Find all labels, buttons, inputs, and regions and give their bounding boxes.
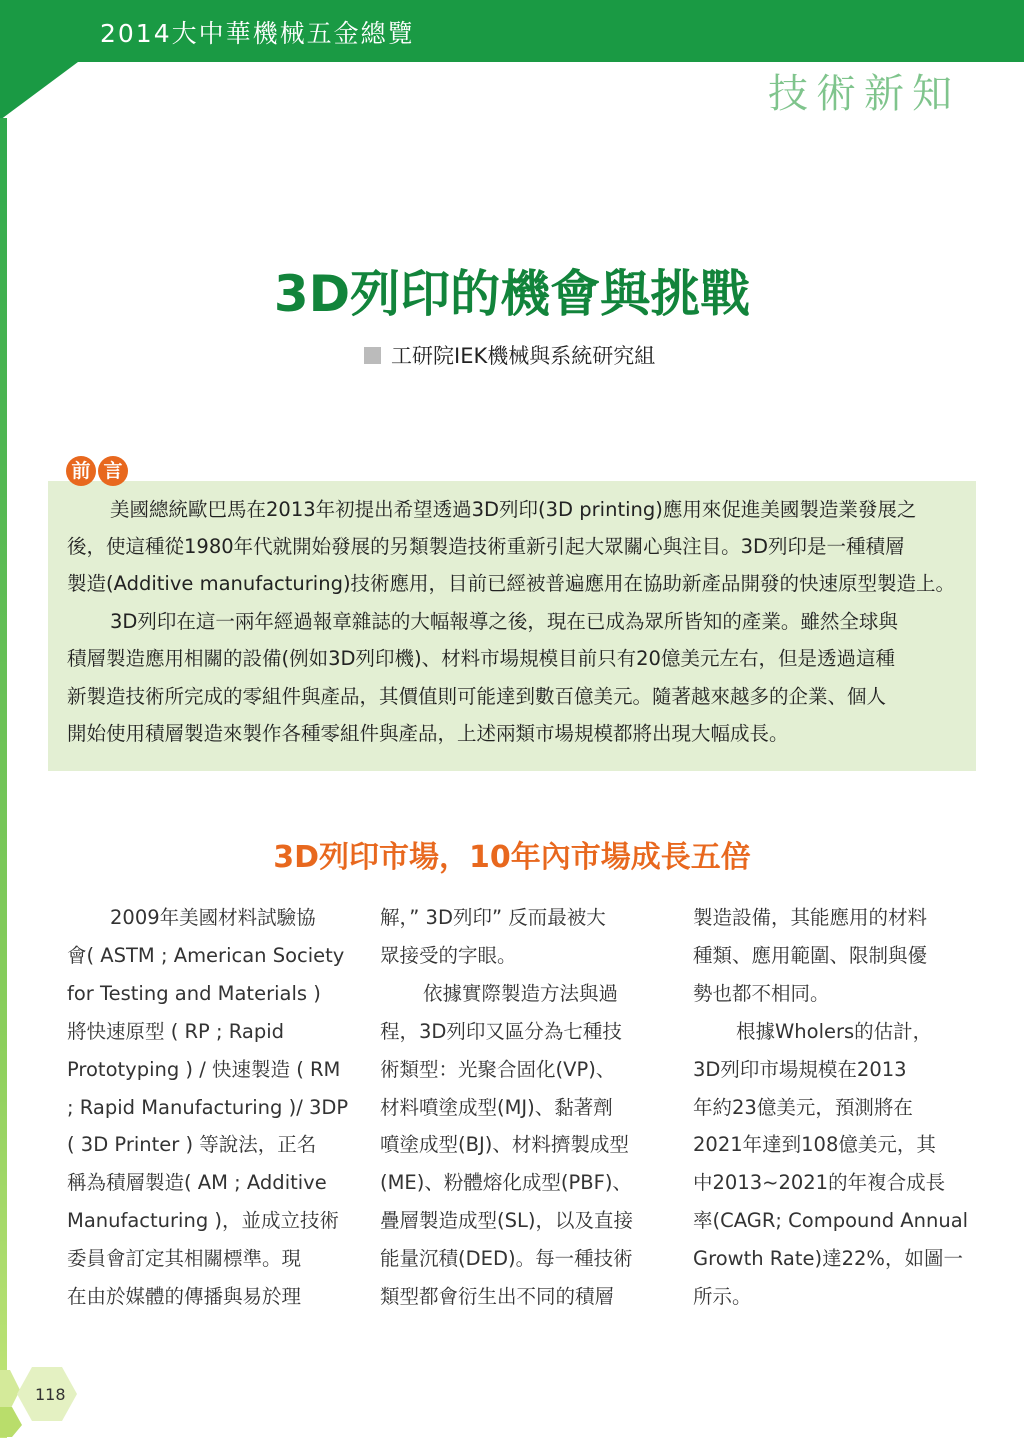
intro-line: 後，使這種從1980年代就開始發展的另類製造技術重新引起大眾關心與注目。3D列印是一種積層 [67,535,905,558]
col3-line: 3D列印市場規模在2013 [693,1058,907,1081]
author-name: 工研院IEK機械與系統研究組 [391,344,656,368]
col1-line: 會( ASTM ; American Society [67,944,345,967]
article-title: 3D列印的機會與挑戰 [273,265,751,323]
col2-line: 眾接受的字眼。 [380,944,517,967]
col1-line: Manufacturing )，並成立技術 [67,1209,340,1232]
col2-line: 材料噴塗成型(MJ)、黏著劑 [380,1096,613,1119]
header-bar [0,0,1024,62]
col3-line: 2021年達到108億美元，其 [693,1133,936,1156]
col1-line: ; Rapid Manufacturing )/ 3DP [67,1096,349,1119]
col2-line: 能量沉積(DED)。每一種技術 [380,1247,633,1270]
col3-line: 中2013~2021的年複合成長 [693,1171,946,1194]
col1-line: 在由於媒體的傳播與易於理 [67,1285,302,1308]
col2-line: 依據實際製造方法與過 [423,982,619,1005]
col2-line: 術類型：光聚合固化(VP)、 [380,1058,616,1081]
col1-line: Prototyping ) / 快速製造 ( RM [67,1058,341,1081]
col2-line: (ME)、粉體熔化成型(PBF)、 [380,1171,632,1194]
header-corner-decoration [0,62,78,120]
col3-line: 根據Wholers的估計， [736,1020,933,1043]
col3-line: 勢也都不相同。 [693,982,830,1005]
col2-line: 疊層製造成型(SL)，以及直接 [380,1209,633,1232]
intro-badge-1: 前 [66,456,96,486]
col3-line: 製造設備，其能應用的材料 [693,906,928,929]
col1-line: 2009年美國材料試驗協 [110,906,316,929]
col2-line: 程，3D列印又區分為七種技 [380,1020,622,1043]
col2-line: 類型都會衍生出不同的積層 [380,1285,615,1308]
publication-title: 2014大中華機械五金總覽 [100,19,415,48]
section-label: 技術新知 [768,71,960,117]
col3-line: Growth Rate)達22%，如圖一 [693,1247,963,1270]
intro-line: 製造(Additive manufacturing)技術應用，目前已經被普遍應用在協助新產品開發的快速原型製造上。 [67,572,956,595]
col1-line: 將快速原型 ( RP ; Rapid [67,1020,285,1043]
col1-line: 稱為積層製造( AM ; Additive [67,1171,327,1194]
intro-line: 新製造技術所完成的零組件與產品，其價值則可能達到數百億美元。隨著越來越多的企業、個人 [67,685,887,708]
author-line [364,340,655,370]
col3-line: 所示。 [693,1285,752,1308]
intro-line: 開始使用積層製造來製作各種零組件與產品，上述兩類市場規模都將出現大幅成長。 [67,722,789,745]
col3-line: 種類、應用範圍、限制與優 [693,944,928,967]
col1-line: 委員會訂定其相關標準。現 [67,1247,302,1270]
intro-line: 3D列印在這一兩年經過報章雜誌的大幅報導之後，現在已成為眾所皆知的產業。雖然全球與 [110,610,898,633]
col3-line: 年約23億美元，預測將在 [693,1096,913,1119]
section-heading: 3D列印市場，10年內市場成長五倍 [273,840,751,875]
col1-line: ( 3D Printer ) 等說法，正名 [67,1133,317,1156]
page-number: 118 [35,1385,66,1404]
intro-badge-2: 言 [98,456,128,486]
col3-line: 率(CAGR; Compound Annual [693,1209,969,1232]
intro-line: 美國總統歐巴馬在2013年初提出希望透過3D列印(3D printing)應用來促進美國製造業發展之 [110,498,917,521]
col2-line: 噴塗成型(BJ)、材料擠製成型 [380,1133,629,1156]
col1-line: for Testing and Materials ) [67,982,321,1005]
col2-line: 解，” 3D列印” 反而最被大 [380,906,606,929]
intro-line: 積層製造應用相關的設備(例如3D列印機)、材料市場規模目前只有20億美元左右，但是透過這種 [67,647,895,670]
bullet-square-icon [364,347,381,364]
